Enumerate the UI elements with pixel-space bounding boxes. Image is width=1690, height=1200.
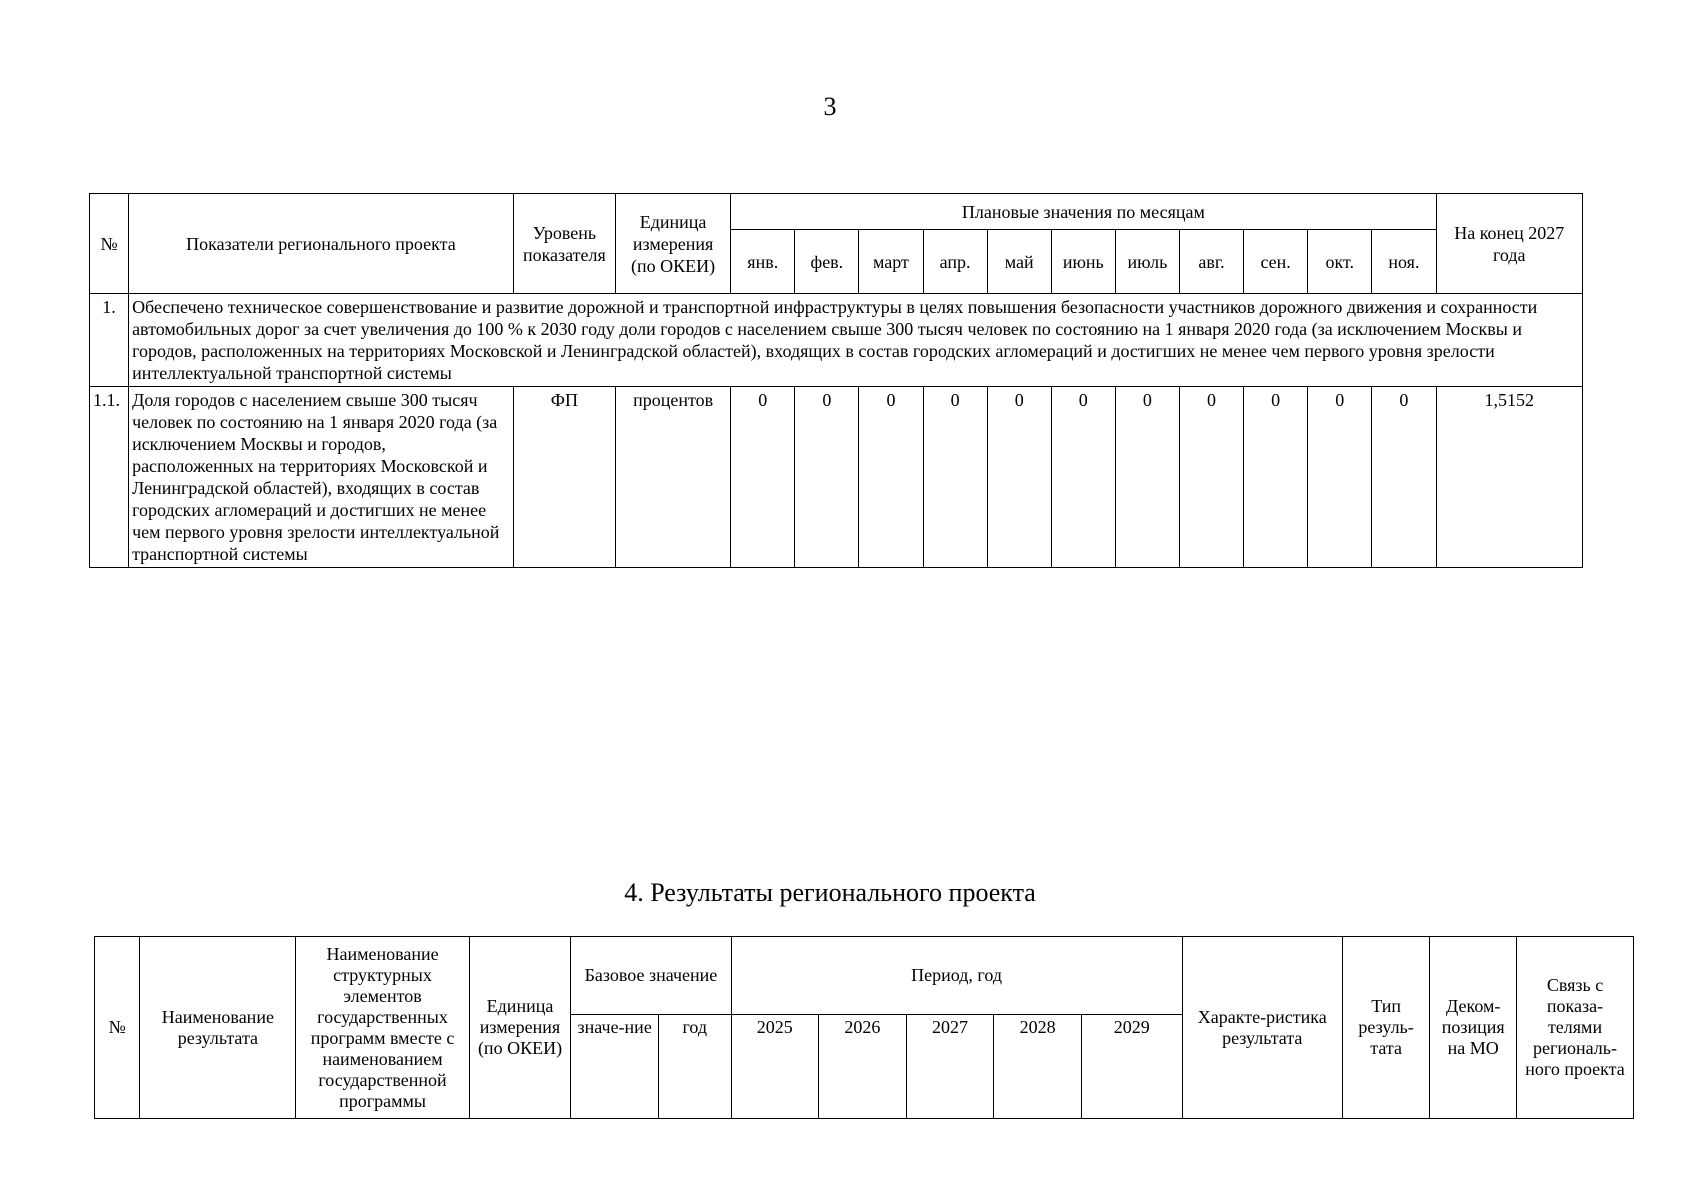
header-num: №: [90, 194, 129, 294]
header-month: авг.: [1179, 230, 1243, 294]
row-level: ФП: [513, 387, 615, 568]
header-month: фев.: [795, 230, 859, 294]
results-header-year: 2028: [994, 1015, 1082, 1119]
row-unit: процентов: [615, 387, 730, 568]
header-month: ноя.: [1372, 230, 1436, 294]
row-month-value: 0: [859, 387, 923, 568]
header-end-of-year: На конец 2027 года: [1436, 194, 1582, 294]
results-header-year: 2026: [819, 1015, 907, 1119]
row-indicator-name: Доля городов с населением свыше 300 тысяч человек по состоянию на 1 января 2020 года (за исключением Москвы и городов, расположенных на территориях Московской и Ленинградской областей), входящих в состав городских агломераций и достигших не менее чем первого уровня зрелости интеллектуальной транспортной системы: [129, 387, 514, 568]
header-month: окт.: [1308, 230, 1372, 294]
results-header-type: Тип резуль-тата: [1342, 937, 1430, 1119]
row-month-value: 0: [731, 387, 795, 568]
results-header-year: 2029: [1081, 1015, 1182, 1119]
row-month-value: 0: [1179, 387, 1243, 568]
results-header-link: Связь с показа-телями региональ-ного проекта: [1517, 937, 1634, 1119]
page-number: 3: [823, 92, 837, 121]
results-header-base-value-value: значе-ние: [571, 1015, 659, 1119]
header-unit: Единица измерения (по ОКЕИ): [615, 194, 730, 294]
section-row: [90, 294, 1583, 387]
header-month: сен.: [1244, 230, 1308, 294]
row-month-value: 0: [1051, 387, 1115, 568]
results-header-decomposition: Деком-позиция на МО: [1430, 937, 1517, 1119]
results-table: [94, 936, 1634, 1119]
results-header-base-value-year: год: [658, 1015, 731, 1119]
row-end-of-year: 1,5152: [1436, 387, 1582, 568]
results-header-characteristic: Характе-ристика результата: [1182, 937, 1342, 1119]
row-month-value: 0: [1115, 387, 1179, 568]
header-month: июнь: [1051, 230, 1115, 294]
header-month: июль: [1115, 230, 1179, 294]
results-header-num: №: [95, 937, 140, 1119]
header-level: Уровень показателя: [513, 194, 615, 294]
row-month-value: 0: [1372, 387, 1436, 568]
row-month-value: 0: [923, 387, 987, 568]
header-monthly-plan: Плановые значения по месяцам: [731, 194, 1436, 230]
row-month-value: 0: [795, 387, 859, 568]
header-indicator: Показатели регионального проекта: [129, 194, 514, 294]
row-num: 1.1.: [90, 387, 129, 568]
row-month-value: 0: [987, 387, 1051, 568]
header-month: апр.: [923, 230, 987, 294]
results-header-year: 2025: [731, 1015, 819, 1119]
header-month: янв.: [731, 230, 795, 294]
results-header-structural-elements: Наименование структурных элементов государственных программ вместе с наименованием государственной программы: [296, 937, 469, 1119]
row-month-value: 0: [1244, 387, 1308, 568]
header-month: март: [859, 230, 923, 294]
results-header-period: Период, год: [731, 937, 1182, 1015]
results-section-title: 4. Результаты регионального проекта: [624, 878, 1036, 907]
results-header-name: Наименование результата: [140, 937, 296, 1119]
row-month-value: 0: [1308, 387, 1372, 568]
results-header-year: 2027: [906, 1015, 994, 1119]
section-text: Обеспечено техническое совершенствование и развитие дорожной и транспортной инфраструктуры в целях повышения безопасности участников дорожного движения и сохранности автомобильных дорог за счет увеличения до 100 % к 2030 году доли городов с населением свыше 300 тысяч человек по состоянию на 1 января 2020 года (за исключением Москвы и городов, расположенных на территориях Московской и Ленинградской областей), входящих в состав городских агломераций и достигших не менее чем первого уровня зрелости интеллектуальной транспортной системы: [129, 294, 1583, 387]
table-row: [90, 387, 1583, 568]
header-month: май: [987, 230, 1051, 294]
results-header-unit: Единица измерения (по ОКЕИ): [469, 937, 571, 1119]
indicators-table: [89, 193, 1583, 568]
results-header-base-value: Базовое значение: [571, 937, 731, 1015]
section-num: 1.: [90, 294, 129, 387]
